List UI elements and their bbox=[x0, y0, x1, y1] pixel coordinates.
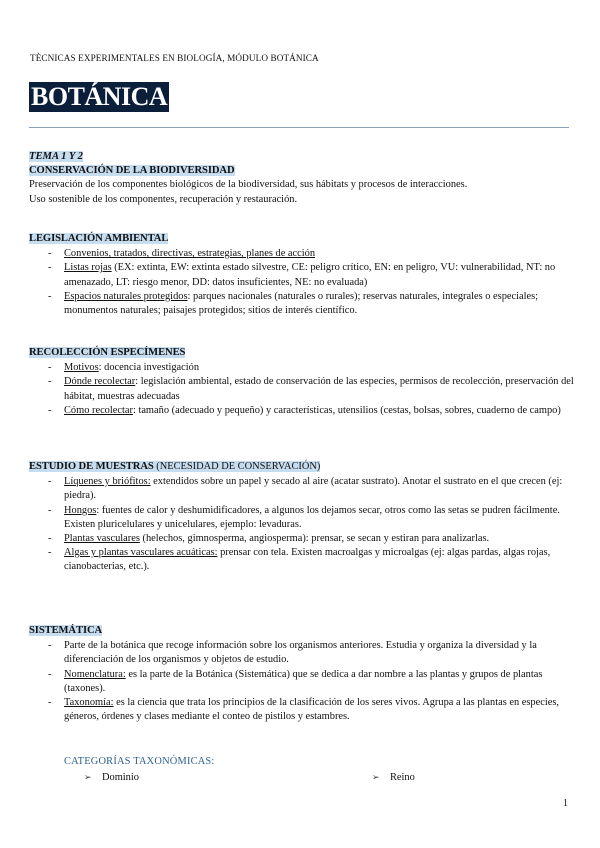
list-item bbox=[29, 261, 574, 289]
recoleccion-heading: RECOLECCIÓN ESPECÍMENES bbox=[29, 347, 186, 358]
item-label: Taxonomía: bbox=[64, 697, 114, 709]
section-legislacion bbox=[29, 232, 574, 318]
item-label: Algas y plantas vasculares acuáticas: bbox=[64, 547, 218, 559]
categoria-label: Dominio bbox=[102, 772, 139, 783]
item-text: : parques nacionales (naturales o rurales); reservas naturales, integrales o especiales; monumentos naturales; paisajes protegidos; sitios de interés científico. bbox=[64, 290, 539, 317]
list-item bbox=[29, 532, 574, 546]
categoria-item-dominio bbox=[84, 772, 139, 783]
item-text: Parte de la botánica que recoge información sobre los organismos anteriores. Estudia y organiza la diversidad y la diferenciación de los organismos y objetos de estudio. bbox=[64, 640, 537, 666]
section-conservacion bbox=[29, 150, 574, 207]
section-recoleccion bbox=[29, 346, 574, 418]
legislacion-list bbox=[29, 247, 574, 318]
recoleccion-list bbox=[29, 361, 574, 418]
list-item bbox=[29, 404, 574, 418]
item-label: Listas rojas bbox=[64, 262, 112, 274]
arrow-bullet-icon: ➢ bbox=[372, 772, 380, 782]
sistematica-heading: SISTEMÁTICA bbox=[29, 625, 103, 636]
list-item bbox=[29, 375, 574, 403]
list-item bbox=[29, 290, 574, 318]
tema-label: TEMA 1 Y 2 bbox=[29, 151, 83, 162]
item-text: extendidos sobre un papel y secado al aire (acatar sustrato). Anotar el sustrato en el que crecen (ej: piedra). bbox=[64, 476, 563, 502]
categoria-item-reino bbox=[372, 772, 415, 783]
item-label: Hongos bbox=[64, 504, 97, 516]
item-text: : docencia investigación bbox=[98, 362, 200, 374]
estudio-list bbox=[29, 475, 574, 574]
list-item bbox=[29, 546, 574, 574]
item-text: : tamaño (adecuado y pequeño) y características, utensilios (cestas, bolsas, sobres, cuaderno de campo) bbox=[132, 404, 561, 416]
item-text: : legislación ambiental, estado de conservación de las especies, permisos de recolección, preservación del hábitat, muestras adecuadas bbox=[64, 376, 574, 402]
item-text: prensar con tela. Existen macroalgas y microalgas (ej: algas pardas, algas rojas, cianobacterias, etc.). bbox=[64, 547, 551, 573]
item-label: Dónde recolectar bbox=[64, 376, 136, 388]
title-divider bbox=[29, 127, 569, 128]
estudio-heading: ESTUDIO DE MUESTRAS bbox=[29, 461, 154, 472]
legislacion-heading: LEGISLACIÓN AMBIENTAL bbox=[29, 233, 169, 244]
estudio-subheading: (NECESIDAD DE CONSERVACIÓN) bbox=[153, 461, 321, 472]
conservacion-heading: CONSERVACIÓN DE LA BIODIVERSIDAD bbox=[29, 165, 235, 177]
item-label: Espacios naturales protegidos bbox=[64, 290, 188, 302]
item-label: Motivos bbox=[64, 362, 99, 374]
list-item bbox=[29, 247, 574, 261]
section-sistematica bbox=[29, 624, 574, 724]
categorias-title: CATEGORÍAS TAXONÓMICAS: bbox=[64, 756, 215, 767]
page-number: 1 bbox=[563, 798, 568, 809]
list-item bbox=[29, 668, 574, 696]
conservacion-line-2: Uso sostenible de los componentes, recuperación y restauración. bbox=[29, 193, 298, 205]
item-text: es la parte de la Botánica (Sistemática) que se dedica a dar nombre a las plantas y grupos de plantas (taxones). bbox=[64, 668, 543, 694]
arrow-bullet-icon: ➢ bbox=[84, 772, 92, 782]
item-text: (EX: extinta, EW: extinta estado silvestre, CE: peligro crítico, EN: en peligro, VU: vulnerabilidad, NT: no amenazado, LT: riesgo menor, DD: datos insuficientes, NE: no evaluada) bbox=[64, 262, 556, 288]
item-label: Líquenes y briófitos: bbox=[64, 476, 151, 488]
item-label: Nomenclatura: bbox=[64, 668, 126, 680]
item-label: Convenios, tratados, directivas, estrategias, planes de acción bbox=[64, 248, 316, 260]
item-text: (helechos, gimnosperma, angiosperma): prensar, se secan y estiran para analizarlas. bbox=[139, 533, 490, 545]
categoria-label: Reino bbox=[390, 772, 415, 783]
list-item bbox=[29, 639, 574, 667]
list-item bbox=[29, 504, 574, 532]
section-estudio bbox=[29, 460, 574, 575]
list-item bbox=[29, 696, 574, 724]
item-label: Plantas vasculares bbox=[64, 533, 140, 545]
sistematica-list bbox=[29, 639, 574, 724]
document-title: BOTÁNICA bbox=[31, 82, 168, 111]
conservacion-line-1: Preservación de los componentes biológicos de la biodiversidad, sus hábitats y procesos de interacciones. bbox=[29, 179, 468, 191]
item-text: : fuentes de calor y deshumidificadores, a algunos los dejamos secar, otros como las setas se pudren fácilmente. Existen pluricelulares y unicelulares, ejemplo: levaduras. bbox=[64, 504, 560, 530]
list-item bbox=[29, 361, 574, 375]
course-header: TÈCNICAS EXPERIMENTALES EN BIOLOGÍA, MÓDULO BOTÁNICA bbox=[30, 53, 319, 63]
list-item bbox=[29, 475, 574, 503]
item-text: es la ciencia que trata los principios de la clasificación de los seres vivos. Agrupa a las plantas en especies, géneros, órdenes y clases mediante el conteo de pistilos y estambres. bbox=[64, 697, 559, 723]
item-label: Cómo recolectar bbox=[64, 404, 133, 416]
